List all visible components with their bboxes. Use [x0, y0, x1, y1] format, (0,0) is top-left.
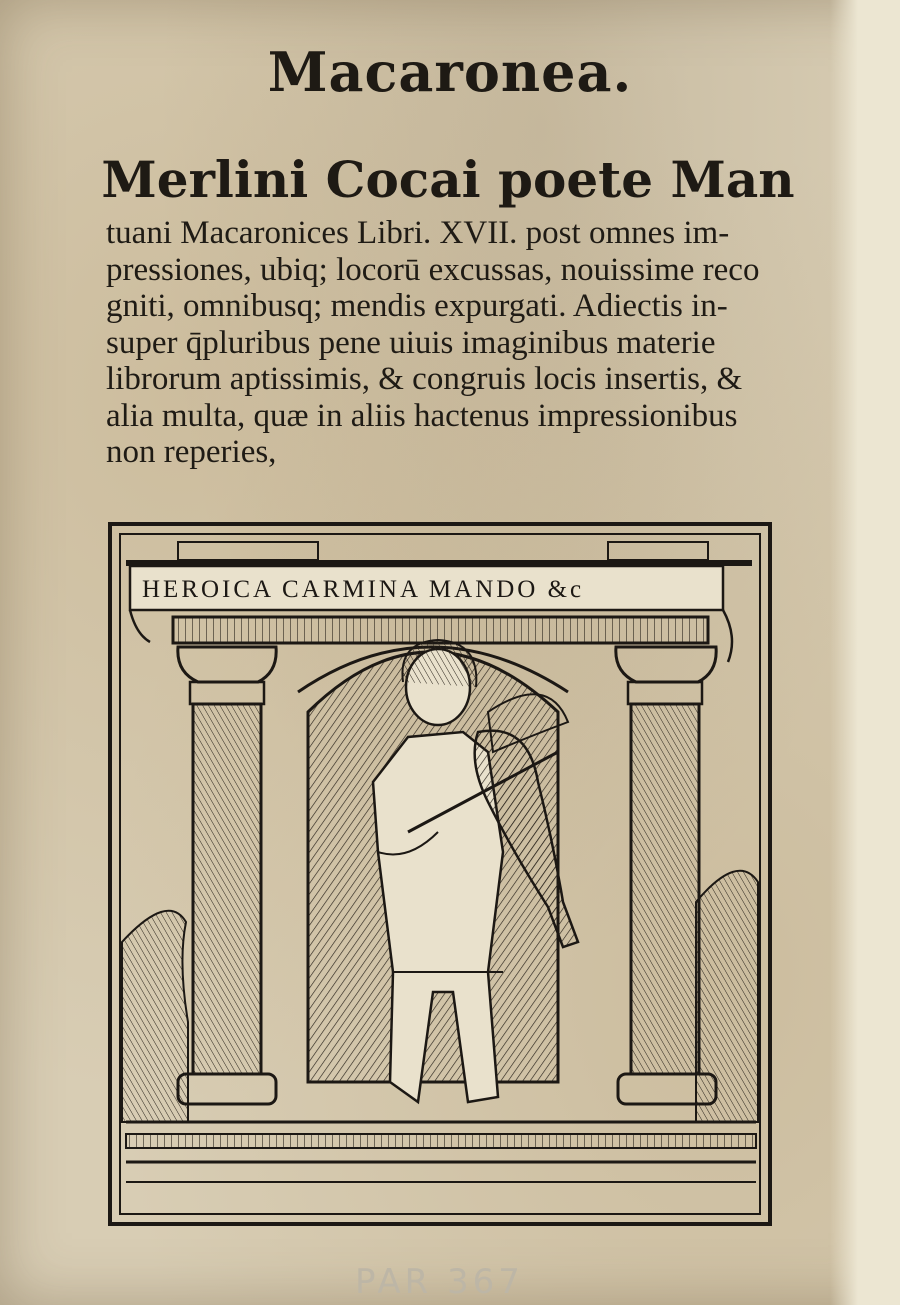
- entablature: [173, 617, 708, 643]
- text-line: pressiones, ubiq; locorū excussas, nouissime reco: [106, 251, 760, 288]
- text-line: super q̄pluribus pene uiuis imaginibus materie: [106, 324, 716, 361]
- page-margin: [830, 0, 900, 1305]
- banner-motto: HEROICA CARMINA MANDO &c: [142, 576, 585, 603]
- text-line: tuani Macaronices Libri. XVII. post omnes im-: [106, 215, 730, 251]
- left-column: [178, 647, 276, 1104]
- woodcut-illustration: [108, 522, 774, 1228]
- text-line: alia multa, quæ in aliis hactenus impressionibus: [106, 397, 738, 434]
- text-line: librorum aptissimis, & congruis locis insertis, &: [106, 361, 743, 397]
- title-description: [106, 215, 796, 471]
- shelfmark-stamp: PAR 367: [355, 1262, 524, 1302]
- text-line: gniti, omnibusq; mendis expurgati. Adiectis in-: [106, 288, 728, 324]
- author-heading: Merlini Cocai poete Man: [101, 150, 795, 209]
- text-line: non reperies,: [106, 434, 277, 470]
- book-title: Macaronea.: [267, 40, 633, 104]
